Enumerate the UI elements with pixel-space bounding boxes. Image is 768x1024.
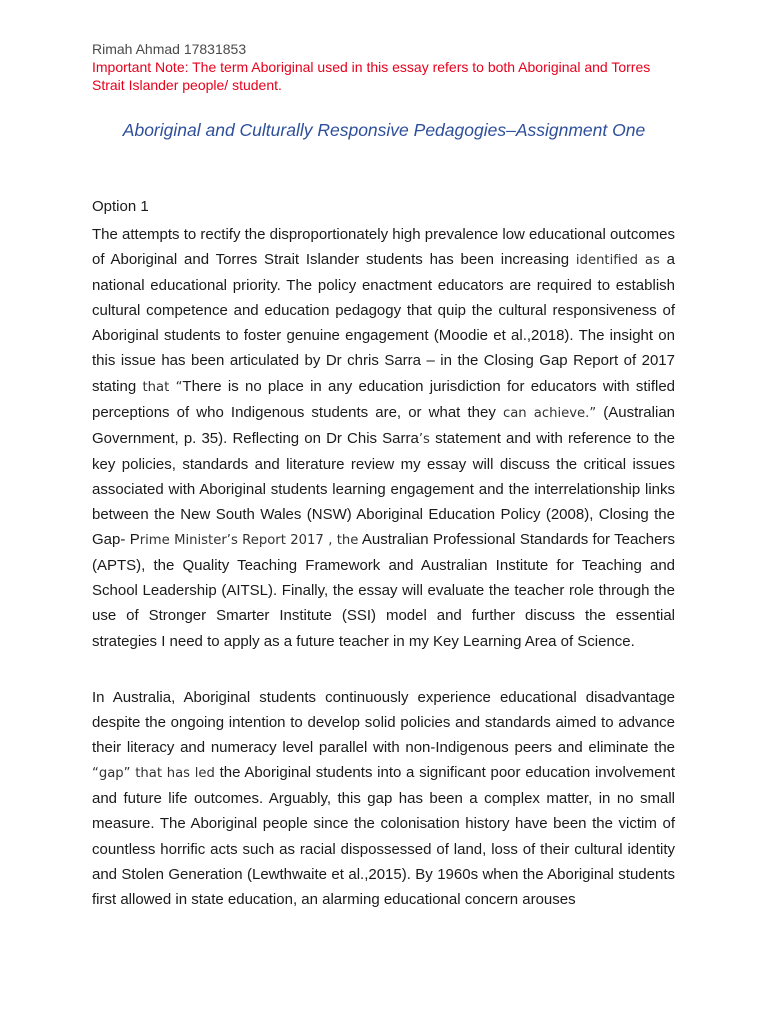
paragraph-1 [92,222,675,654]
important-note: Important Note: The term Aboriginal used in this essay refers to both Aboriginal and Torres Strait Islander people/ student. [92,59,651,93]
paragraph-1-quote-text: that “ [142,379,183,395]
paragraph-1-text: Australian Professional Standards for Teachers (APTS), the Quality Teaching Framework and Australian Institute for Teaching and School Leadership (AITSL). Finally, the essay will evaluate the teacher role through the use of Stronger Smarter Institute (SSI) model and further discuss the essential strategies I need to apply as a future teacher in my Key Learning Area of Science. [92,531,675,650]
option-label: Option 1 [92,198,149,215]
paragraph-2-text: the Aboriginal students into a significant poor education involvement and future life outcomes. Arguably, this gap has been a complex matter, in no small measure. The Aboriginal people since the colonisation history have been the victim of countless horrific acts such as racial dispossessed of land, loss of their cultural identity and Stolen Generation (Lewthwaite et al.,2015). By 1960s when the Aboriginal students first allowed in state education, an alarming educational concern arouses [92,764,675,908]
paragraph-2 [92,685,675,912]
paragraph-1-quote-text: identified as [575,253,660,269]
paragraph-1-quote-text: rime Minister’s Report 2017 , the [139,533,359,549]
paragraph-1-text: statement and with reference to the key policies, standards and literature review my essay will discuss the critical issues associated with Aboriginal students learning engagement and the interrelationship links between the New South Wales (NSW) Aboriginal Education Policy (2008), Closing the Gap- P [92,429,675,549]
paragraph-1-quote-text: ’s [418,431,430,447]
author-line: Rimah Ahmad 17831853 [92,41,247,57]
paragraph-1-text: a national educational priority. The policy enactment educators are required to establish cultural competence and education pedagogy that quip the cultural responsiveness of Aboriginal students to foster genuine engagement (Moodie et al.,2018). The insight on this issue has been articulated by Dr chris Sarra – in the Closing Gap Report of 2017 stating [92,251,675,395]
paragraph-2-text: In Australia, Aboriginal students continuously experience educational disadvantage despite the ongoing intention to develop solid policies and standards aimed to advance their literacy and numeracy level parallel with non-Indigenous peers and eliminate the [92,689,675,757]
paragraph-1-quote-text: can achieve.” [502,405,597,421]
paragraph-1-text: There is no place in any education jurisdiction for educators with stifled perceptions of who Indigenous students are, or what they [92,377,675,421]
paragraph-2-quote-text: “gap” that has led [92,766,215,782]
paragraph-1-text: The attempts to rectify the disproportionately high prevalence low educational outcomes of Aboriginal and Torres Strait Islander students has been increasing [92,226,675,269]
paragraph-1-text: (Australian Government, p. 35). Reflecting on Dr Chis Sarra [92,403,675,447]
essay-title: Aboriginal and Culturally Responsive Pedagogies–Assignment One [122,120,646,140]
